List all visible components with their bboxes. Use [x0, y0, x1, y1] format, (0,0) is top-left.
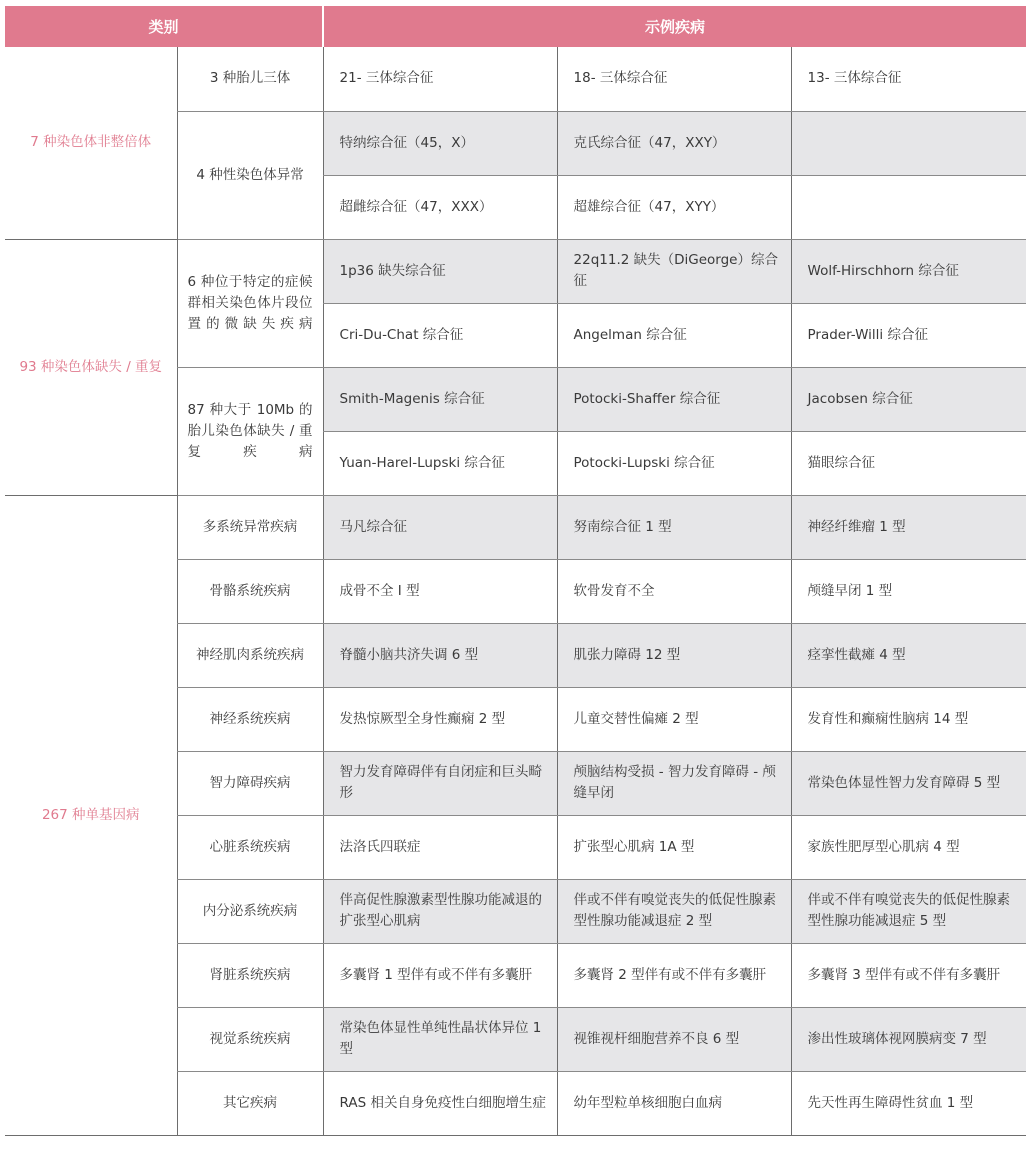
category-cell: 93 种染色体缺失 / 重复 [5, 239, 177, 495]
example-cell: 超雄综合征（47，XYY） [557, 175, 791, 239]
example-cell: 脊髓小脑共济失调 6 型 [323, 623, 557, 687]
example-cell: 常染色体显性智力发育障碍 5 型 [791, 751, 1026, 815]
example-cell: 21- 三体综合征 [323, 47, 557, 111]
example-cell: Prader-Willi 综合征 [791, 303, 1026, 367]
example-cell: 发热惊厥型全身性癫痫 2 型 [323, 687, 557, 751]
example-cell: 肌张力障碍 12 型 [557, 623, 791, 687]
example-cell: 发育性和癫痫性脑病 14 型 [791, 687, 1026, 751]
subcategory-cell: 多系统异常疾病 [177, 495, 323, 559]
example-cell: 特纳综合征（45，X） [323, 111, 557, 175]
example-cell: 颅缝早闭 1 型 [791, 559, 1026, 623]
subcategory-cell: 其它疾病 [177, 1071, 323, 1135]
category-cell: 7 种染色体非整倍体 [5, 47, 177, 239]
subcategory-cell: 智力障碍疾病 [177, 751, 323, 815]
example-cell: 22q11.2 缺失（DiGeorge）综合征 [557, 239, 791, 303]
example-cell: 多囊肾 3 型伴有或不伴有多囊肝 [791, 943, 1026, 1007]
subcategory-cell: 3 种胎儿三体 [177, 47, 323, 111]
example-cell: 伴或不伴有嗅觉丧失的低促性腺素型性腺功能减退症 2 型 [557, 879, 791, 943]
header-examples: 示例疾病 [323, 6, 1026, 47]
example-cell: 幼年型粒单核细胞白血病 [557, 1071, 791, 1135]
example-cell: 伴高促性腺激素型性腺功能减退的扩张型心肌病 [323, 879, 557, 943]
example-cell: Potocki-Lupski 综合征 [557, 431, 791, 495]
subcategory-cell: 4 种性染色体异常 [177, 111, 323, 239]
example-cell: 视锥视杆细胞营养不良 6 型 [557, 1007, 791, 1071]
example-cell: 成骨不全 I 型 [323, 559, 557, 623]
subcategory-cell: 骨骼系统疾病 [177, 559, 323, 623]
table-header-row [5, 6, 1026, 47]
example-cell: 多囊肾 2 型伴有或不伴有多囊肝 [557, 943, 791, 1007]
example-cell: Smith-Magenis 综合征 [323, 367, 557, 431]
subcategory-cell: 内分泌系统疾病 [177, 879, 323, 943]
example-cell: 渗出性玻璃体视网膜病变 7 型 [791, 1007, 1026, 1071]
example-cell: 智力发育障碍伴有自闭症和巨头畸形 [323, 751, 557, 815]
disease-table-container [5, 6, 1032, 1136]
header-category: 类别 [5, 6, 323, 47]
example-cell: 常染色体显性单纯性晶状体异位 1 型 [323, 1007, 557, 1071]
example-cell: Yuan-Harel-Lupski 综合征 [323, 431, 557, 495]
example-cell: RAS 相关自身免疫性白细胞增生症 [323, 1071, 557, 1135]
example-cell: 先天性再生障碍性贫血 1 型 [791, 1071, 1026, 1135]
example-cell: Potocki-Shaffer 综合征 [557, 367, 791, 431]
example-cell: 法洛氏四联症 [323, 815, 557, 879]
example-cell: 伴或不伴有嗅觉丧失的低促性腺素型性腺功能减退症 5 型 [791, 879, 1026, 943]
example-cell: 儿童交替性偏瘫 2 型 [557, 687, 791, 751]
subcategory-cell: 神经肌肉系统疾病 [177, 623, 323, 687]
subcategory-cell: 肾脏系统疾病 [177, 943, 323, 1007]
table-row [5, 495, 1026, 559]
example-cell: 颅脑结构受损 - 智力发育障碍 - 颅缝早闭 [557, 751, 791, 815]
example-cell: 马凡综合征 [323, 495, 557, 559]
example-cell: Jacobsen 综合征 [791, 367, 1026, 431]
example-cell: 克氏综合征（47，XXY） [557, 111, 791, 175]
table-row [5, 47, 1026, 111]
subcategory-cell: 87 种大于 10Mb 的胎儿染色体缺失 / 重复疾病 [177, 367, 323, 495]
example-cell: 神经纤维瘤 1 型 [791, 495, 1026, 559]
disease-table [5, 6, 1026, 1136]
subcategory-cell: 视觉系统疾病 [177, 1007, 323, 1071]
subcategory-cell: 神经系统疾病 [177, 687, 323, 751]
example-cell: 努南综合征 1 型 [557, 495, 791, 559]
subcategory-cell: 心脏系统疾病 [177, 815, 323, 879]
example-cell: 18- 三体综合征 [557, 47, 791, 111]
example-cell [791, 111, 1026, 175]
table-row [5, 239, 1026, 303]
example-cell: 扩张型心肌病 1A 型 [557, 815, 791, 879]
example-cell: 家族性肥厚型心肌病 4 型 [791, 815, 1026, 879]
example-cell: 13- 三体综合征 [791, 47, 1026, 111]
example-cell: 痉挛性截瘫 4 型 [791, 623, 1026, 687]
example-cell: 软骨发育不全 [557, 559, 791, 623]
example-cell: Wolf-Hirschhorn 综合征 [791, 239, 1026, 303]
example-cell: Angelman 综合征 [557, 303, 791, 367]
category-cell: 267 种单基因病 [5, 495, 177, 1135]
subcategory-cell: 6 种位于特定的症候群相关染色体片段位置的微缺失疾病 [177, 239, 323, 367]
example-cell: 1p36 缺失综合征 [323, 239, 557, 303]
example-cell: 多囊肾 1 型伴有或不伴有多囊肝 [323, 943, 557, 1007]
example-cell: 超雌综合征（47，XXX） [323, 175, 557, 239]
example-cell: Cri-Du-Chat 综合征 [323, 303, 557, 367]
example-cell [791, 175, 1026, 239]
example-cell: 猫眼综合征 [791, 431, 1026, 495]
